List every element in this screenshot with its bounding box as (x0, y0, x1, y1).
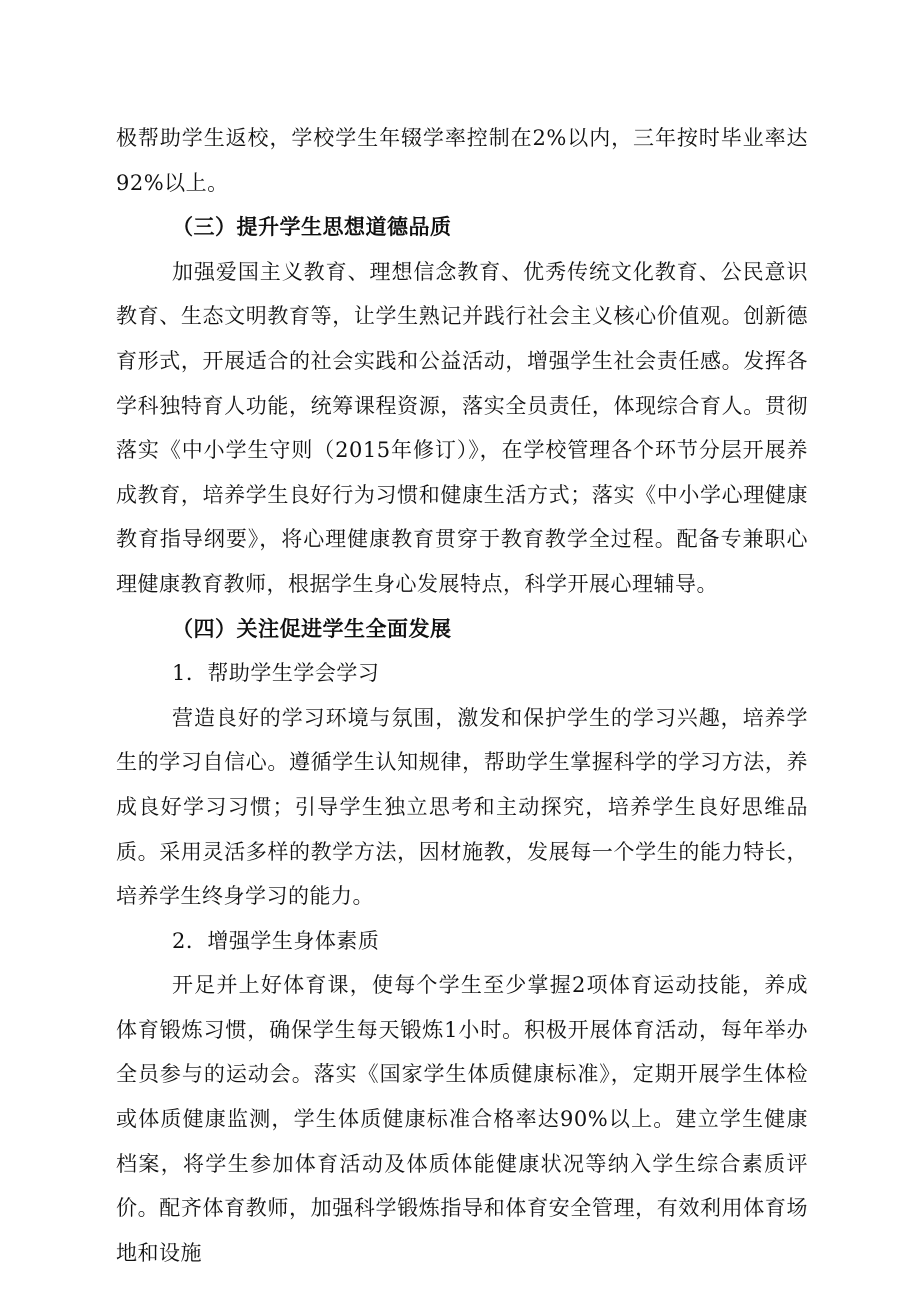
paragraph-moral-education: 加强爱国主义教育、理想信念教育、优秀传统文化教育、公民意识教育、生态文明教育等，让学生熟记并践行社会主义核心价值观。创新德育形式，开展适合的社会实践和公益活动，增强学生社会责任感。发挥各学科独特育人功能，统筹课程资源，落实全员责任，体现综合育人。贯彻落实《中小学生守则（2015年修订）》，在学校管理各个环节分层开展养成教育，培养学生良好行为习惯和健康生活方式；落实《中小学心理健康教育指导纲要》，将心理健康教育贯穿于教育教学全过程。配备专兼职心理健康教育教师，根据学生身心发展特点，科学开展心理辅导。 (116, 259, 808, 596)
paragraph-physical-fitness: 开足并上好体育课，使每个学生至少掌握2项体育运动技能，养成体育锻炼习惯，确保学生每天锻炼1小时。积极开展体育活动，每年举办全员参与的运动会。落实《国家学生体质健康标准》，定期开展学生体检或体质健康监测，学生体质健康标准合格率达90%以上。建立学生健康档案，将学生参加体育活动及体质体能健康状况等纳入学生综合素质评价。配齐体育教师，加强科学锻炼指导和体育安全管理，有效利用体育场地和设施 (116, 973, 808, 1265)
subsection-heading-two: 2．增强学生身体素质 (172, 928, 380, 953)
section-heading-three: （三）提升学生思想道德品质 (172, 215, 452, 240)
paragraph-learning: 营造良好的学习环境与氛围，激发和保护学生的学习兴趣，培养学生的学习自信心。遵循学生认知规律，帮助学生掌握科学的学习方法，养成良好学习习惯；引导学生独立思考和主动探究，培养学生良好思维品质。采用灵活多样的教学方法，因材施教，发展每一个学生的能力特长，培养学生终身学习的能力。 (116, 705, 808, 909)
subsection-heading-one: 1．帮助学生学会学习 (172, 661, 380, 686)
document-body (116, 116, 808, 1275)
section-heading-four: （四）关注促进学生全面发展 (172, 616, 452, 641)
paragraph-continuation: 极帮助学生返校，学校学生年辍学率控制在2%以内，三年按时毕业率达92%以上。 (116, 126, 808, 195)
